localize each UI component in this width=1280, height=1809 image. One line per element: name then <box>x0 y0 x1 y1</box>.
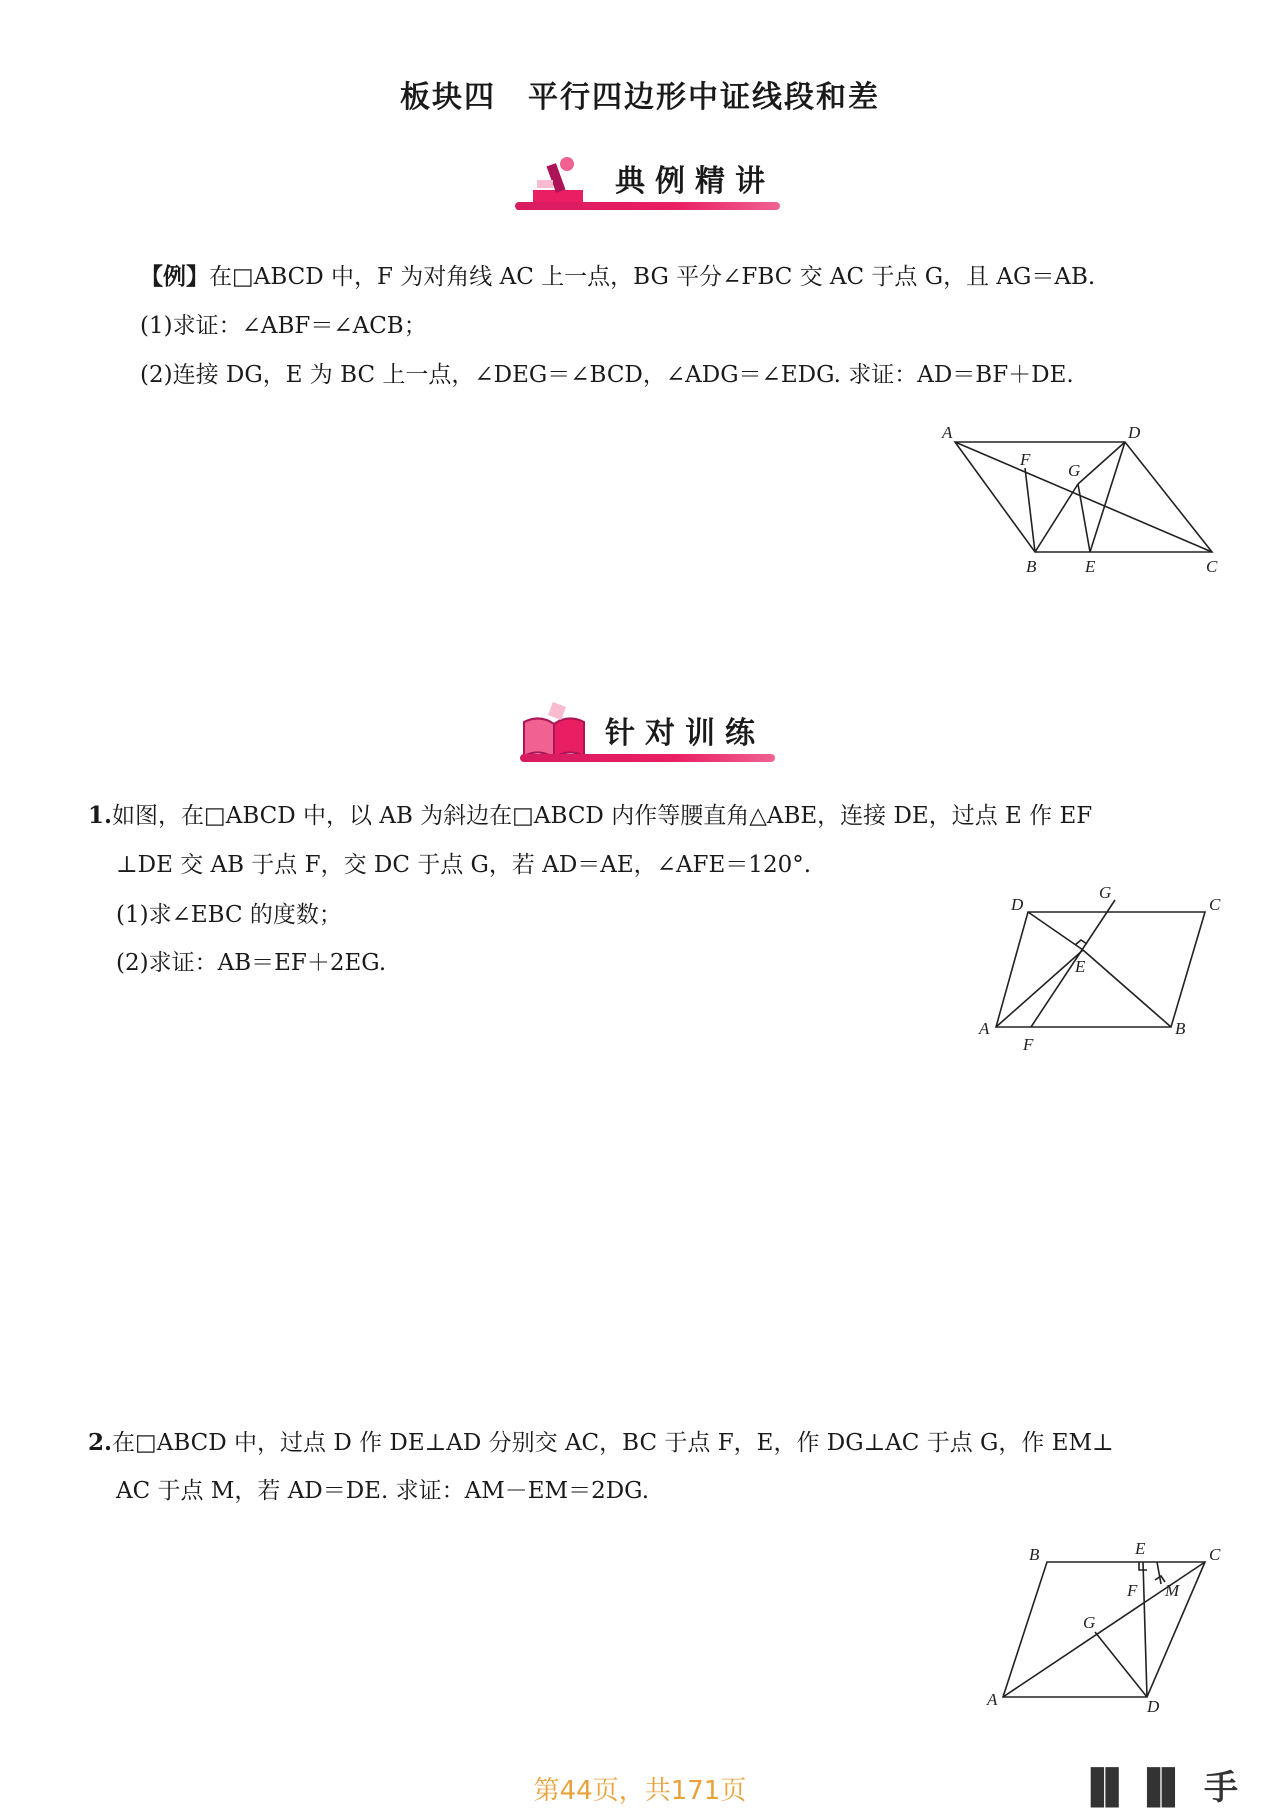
example-figure <box>940 420 1230 574</box>
label-C: C <box>1206 557 1218 576</box>
page-counter: 第44页，共171页 <box>533 1776 747 1806</box>
label-B: B <box>1175 1019 1186 1038</box>
label-G: G <box>1083 1613 1096 1632</box>
label-C: C <box>1209 895 1221 914</box>
q1-statement: 如图，在□ABCD 中，以 AB 为斜边在□ABCD 内作等腰直角△ABE，连接 DE，过点 E 作 EF <box>112 803 1093 829</box>
label-F: F <box>1127 1581 1138 1600</box>
label-C: C <box>1209 1545 1221 1564</box>
label-E: E <box>1135 1539 1146 1558</box>
q2-figure <box>985 1540 1225 1719</box>
label-E: E <box>1075 957 1086 976</box>
label-D: D <box>1011 895 1024 914</box>
watermark-logo: ▐▌▐▌ 手 <box>1077 1768 1240 1808</box>
section-title-practice: 针对训练 <box>605 716 765 751</box>
q1-number: 1. <box>88 802 113 829</box>
example-line-1 <box>140 262 1095 292</box>
q2-statement: 在□ABCD 中，过点 D 作 DE⊥AD 分别交 AC，BC 于点 F，E，作 DG⊥AC 于点 G，作 EM⊥ <box>112 1430 1114 1456</box>
label-B: B <box>1029 1545 1040 1564</box>
book-icon <box>520 702 590 762</box>
q1-line-3: (1)求∠EBC 的度数； <box>116 902 342 928</box>
section-title-examples: 典例精讲 <box>615 164 775 199</box>
q2-line-2: AC 于点 M，若 AD＝DE. 求证：AM－EM＝2DG. <box>116 1478 650 1504</box>
q2-line-1 <box>88 1428 1114 1458</box>
label-F: F <box>1020 450 1031 469</box>
label-A: A <box>987 1690 998 1709</box>
example-line-2: (1)求证：∠ABF＝∠ACB； <box>140 313 427 339</box>
label-B: B <box>1026 557 1037 576</box>
q1-line-1 <box>88 801 1092 831</box>
q1-line-4: (2)求证：AB＝EF＋2EG. <box>116 950 387 976</box>
label-A: A <box>979 1019 990 1038</box>
label-D: D <box>1147 1697 1160 1716</box>
label-G: G <box>1099 883 1112 902</box>
page-title: 板块四 平行四边形中证线段和差 <box>400 80 880 115</box>
label-M: M <box>1165 1581 1180 1600</box>
example-statement: 在□ABCD 中，F 为对角线 AC 上一点，BG 平分∠FBC 交 AC 于点 G，且 AG＝AB. <box>209 264 1096 290</box>
label-E: E <box>1085 557 1096 576</box>
label-F: F <box>1023 1035 1034 1054</box>
example-tag: 【例】 <box>140 263 209 290</box>
q2-number: 2. <box>88 1429 113 1456</box>
section-banner-practice <box>520 702 775 766</box>
label-D: D <box>1128 423 1141 442</box>
q1-figure <box>975 883 1225 1064</box>
label-G: G <box>1068 461 1081 480</box>
q1-line-2: ⊥DE 交 AB 于点 F，交 DC 于点 G，若 AD＝AE，∠AFE＝120°. <box>116 852 812 878</box>
section-banner-examples <box>515 150 780 214</box>
example-line-3: (2)连接 DG，E 为 BC 上一点，∠DEG＝∠BCD，∠ADG＝∠EDG. 求证：AD＝BF＋DE. <box>140 362 1074 388</box>
label-A: A <box>942 423 953 442</box>
